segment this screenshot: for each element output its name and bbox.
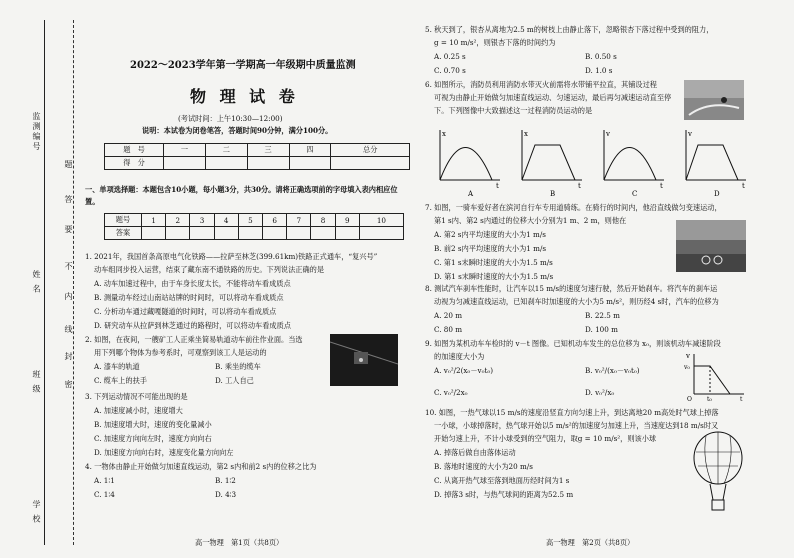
score-table-cell: 题 号 [105, 144, 164, 157]
q3-option: C. 加速度方向向左时，速度方向向右 [94, 434, 212, 443]
q6-axis-label: t [660, 182, 663, 190]
firefighter-illustration [684, 80, 744, 120]
q2-line: 用下列哪个物体为参考系时，可观察到该工人是运动的 [94, 348, 267, 357]
q7-option: B. 前2 s内平均速度的大小为1 m/s [434, 244, 547, 253]
q6-axis-label: t [496, 182, 499, 190]
score-input-4[interactable] [289, 157, 331, 170]
answer-table-cell: 8 [311, 214, 335, 227]
answer-table-cell: 题号 [105, 214, 142, 227]
q6-graph-d [686, 130, 746, 180]
score-input-2[interactable] [205, 157, 247, 170]
q9-graph-label: v₀ [684, 364, 690, 371]
answer-input[interactable] [335, 227, 359, 240]
q1-line: 动车组同步投入运营，结束了藏东南不通铁路的历史。下列说法正确的是 [94, 265, 325, 274]
q7-option: C. 第1 s末瞬时速度的大小为1.5 m/s [434, 258, 553, 267]
q9-graph-label: v [686, 352, 690, 360]
answer-table-cell: 5 [238, 214, 262, 227]
footer-left: 高一物理 第1页（共8页） [195, 538, 284, 547]
q9-graph-label: t [740, 396, 743, 402]
q2-option: A. 漆车的轨道 [94, 362, 140, 371]
q6-option-label: A [468, 190, 474, 198]
q5-option: D. 1.0 s [585, 66, 613, 75]
q10-line: 开始匀速上升，不计小球受到的空气阻力，取g = 10 m/s²，则该小球 [434, 434, 657, 443]
q6-line: 下。下列图像中大致描述这一过程消防员运动的是 [434, 106, 593, 115]
exam-time: (考试时间：上午10:30—12:00) [178, 114, 283, 123]
seal-char: 要 [64, 225, 73, 235]
q7-line: 7. 如图，一骑车爱好者在滨河自行车专用道骑练。在骑行的时间内，他沿直线做匀变速运动， [425, 203, 722, 212]
q8-option: B. 22.5 m [585, 311, 620, 320]
q1-option: B. 测量动车经过山南站站牌的时间时，可以将动车看成质点 [94, 293, 284, 302]
answer-table-cell: 10 [359, 214, 403, 227]
answer-input[interactable] [214, 227, 238, 240]
q10-line: 10. 如图，一热气球以15 m/s的速度沿竖直方向匀速上升，到达离地20 m高处时气球上掉落 [425, 408, 719, 417]
q9-option: B. v₀²/(x₀－v₀t₀) [585, 366, 640, 375]
q8-line: 动视为匀减速直线运动，已知刹车时加速度的大小为5 m/s²，则历经4 s时，汽车的位移为 [434, 297, 719, 306]
answer-table-cell: 2 [166, 214, 190, 227]
seal-char: 题 [64, 160, 73, 170]
answer-input[interactable] [263, 227, 287, 240]
q6-graph-c [604, 130, 664, 180]
cyclist-photo [676, 220, 746, 272]
q8-line: 8. 测试汽车刹车性能时，让汽车以15 m/s的速度匀速行驶，然后开始刹车。将汽车的刹车运 [425, 284, 718, 293]
score-table-cell: 四 [289, 144, 331, 157]
q3-option: D. 加速度方向向右时，速度变化量方向向左 [94, 448, 234, 457]
q9-option: A. v₀²/2(x₀－v₀t₀) [434, 366, 494, 375]
q2-option: B. 乘坐的缆车 [215, 362, 261, 371]
q9-line: 的加速度大小为 [434, 352, 485, 361]
q5-line: g = 10 m/s²，则银杏下落的时间约为 [434, 38, 556, 47]
answer-input[interactable] [238, 227, 262, 240]
score-table-cell: 得 分 [105, 157, 164, 170]
answer-input[interactable] [190, 227, 214, 240]
answer-table-cell: 1 [142, 214, 166, 227]
q8-option: D. 100 m [585, 325, 618, 334]
exam-title: 2022～2023学年第一学期高一年级期中质量监测 [130, 60, 356, 71]
seal-char: 密 [64, 380, 73, 390]
q6-graph-b [522, 130, 582, 180]
q6-axis-label: t [578, 182, 581, 190]
q6-axis-label: t [742, 182, 745, 190]
seal-line [73, 20, 74, 545]
q9-vt-graph [684, 350, 748, 402]
cable-car-photo [330, 334, 398, 386]
seal-char: 线 [64, 325, 73, 335]
binding-border [44, 20, 45, 545]
cyclist-illustration [676, 220, 746, 272]
q8-option: A. 20 m [434, 311, 463, 320]
answer-input[interactable] [166, 227, 190, 240]
q2-option: C. 缆车上的扶手 [94, 376, 147, 385]
q9-graph-label: t₀ [707, 396, 712, 402]
q9-graph-label: O [687, 396, 692, 402]
q6-graph-options [430, 120, 750, 198]
instruction: 说明：本试卷为闭卷笔答，答题时间90分钟，满分100分。 [142, 126, 333, 135]
answer-table-cell: 6 [263, 214, 287, 227]
q10-option: A. 掉落后做自由落体运动 [434, 448, 516, 457]
footer-right: 高一物理 第2页（共8页） [546, 538, 635, 547]
q9-option: C. v₀²/2x₀ [434, 388, 468, 397]
q3-option: B. 加速度增大时，速度的变化量减小 [94, 420, 212, 429]
q6-option-label: C [632, 190, 638, 198]
school-label: 学 校 [32, 500, 41, 525]
hot-air-balloon-illustration [688, 430, 748, 520]
seal-char: 不 [64, 262, 73, 272]
score-input-total[interactable] [331, 157, 410, 170]
q6-option-label: B [550, 190, 556, 198]
answer-table [104, 213, 404, 240]
q6-axis-label: x [524, 130, 528, 138]
q3-line: 3. 下列运动情况不可能出现的是 [85, 392, 188, 401]
q10-line: 一小球，小球掉落时，热气球开始以5 m/s²的加速度匀加速上升，当速度达到18 m/s时又 [434, 421, 719, 430]
q5-option: A. 0.25 s [434, 52, 466, 61]
score-table-cell: 总分 [331, 144, 410, 157]
score-table-cell: 三 [247, 144, 289, 157]
score-input-3[interactable] [247, 157, 289, 170]
q7-option: A. 第2 s内平均速度的大小为1 m/s [434, 230, 546, 239]
score-input-1[interactable] [164, 157, 206, 170]
q10-option: B. 落地时速度的大小为20 m/s [434, 462, 533, 471]
q6-axis-label: v [688, 130, 692, 138]
answer-input[interactable] [142, 227, 166, 240]
q6-line: 6. 如图所示，消防员利用消防水带灭火前需将水带铺平拉直，其铺设过程 [425, 80, 657, 89]
q4-option: A. 1∶1 [94, 476, 115, 485]
q6-axis-label: x [442, 130, 446, 138]
q3-option: A. 加速度减小时，速度增大 [94, 406, 183, 415]
q6-axis-label: v [606, 130, 610, 138]
exam-no-label: 监测编号 [32, 112, 41, 152]
q8-option: C. 80 m [434, 325, 463, 334]
score-table-cell: 一 [164, 144, 206, 157]
q2-line: 2. 如图，在夜间，一艘矿工人正乘坐简易轨道动车前往作业面。当选 [85, 335, 303, 344]
seal-char: 封 [64, 352, 73, 362]
q1-option: A. 动车加速过程中，由于车身长度太长，不能将动车看成质点 [94, 279, 291, 288]
q9-option: D. v₀²/x₀ [585, 388, 615, 397]
answer-input[interactable] [311, 227, 335, 240]
q1-option: C. 分析动车通过藏嘎隧道的时间时，可以将动车看成质点 [94, 307, 277, 316]
answer-table-cell: 3 [190, 214, 214, 227]
q6-option-label: D [714, 190, 720, 198]
answer-input[interactable] [359, 227, 403, 240]
answer-table-cell: 4 [214, 214, 238, 227]
class-label: 班 级 [32, 370, 41, 395]
subject-title: 物 理 试 卷 [190, 87, 299, 106]
q6-graph-a [440, 130, 500, 180]
seal-char: 答 [64, 195, 73, 205]
q2-option: D. 工人自己 [215, 376, 254, 385]
q7-line: 第1 s内、第2 s内通过的位移大小分别为1 m、2 m，则他在 [434, 216, 627, 225]
q4-option: B. 1∶2 [215, 476, 236, 485]
q10-option: C. 从离开热气球至落到地面历经时间为1 s [434, 476, 570, 485]
score-table-cell: 二 [205, 144, 247, 157]
answer-table-cell: 9 [335, 214, 359, 227]
q4-option: D. 4∶3 [215, 490, 237, 499]
answer-table-cell: 7 [287, 214, 311, 227]
firefighter-photo [684, 80, 744, 120]
score-table [104, 143, 410, 170]
q1-line: 1. 2021年，我国首条高原电气化铁路——拉萨至林芝(399.61km)铁路正式通车，“复兴号” [85, 252, 378, 261]
cable-car-illustration [330, 334, 398, 386]
q9-line: 9. 如图为某机动车车检时的 v－t 图像。已知机动车发生的总位移为 x₀，则该机动车减速阶段 [425, 339, 721, 348]
q1-option: D. 研究动车从拉萨到林芝通过的路程时，可以将动车看成质点 [94, 321, 291, 330]
name-label: 姓 名 [32, 270, 41, 295]
q4-option: C. 1∶4 [94, 490, 115, 499]
q5-line: 5. 秋天到了，银杏从离地为2.5 m的树枝上由静止落下，忽略银杏下落过程中受到的阻力， [425, 25, 714, 34]
answer-table-cell: 答案 [105, 227, 142, 240]
q5-option: C. 0.70 s [434, 66, 466, 75]
section1-title: 一、单项选择题：本题包含10小题，每小题3分，共30分。请将正确选项前的字母填入表内相应位置。 [85, 185, 398, 206]
q5-option: B. 0.50 s [585, 52, 617, 61]
answer-input[interactable] [287, 227, 311, 240]
seal-char: 内 [64, 292, 73, 302]
q4-line: 4. 一物体由静止开始做匀加速直线运动，第2 s内和前2 s内的位移之比为 [85, 462, 317, 471]
q10-option: D. 掉落3 s时，与热气球间的距离为52.5 m [434, 490, 574, 499]
q6-line: 可视为由静止开始做匀加速直线运动、匀速运动，最后再匀减速运动直至停 [434, 93, 672, 102]
q7-option: D. 第1 s末瞬时速度的大小为1.5 m/s [434, 272, 554, 281]
